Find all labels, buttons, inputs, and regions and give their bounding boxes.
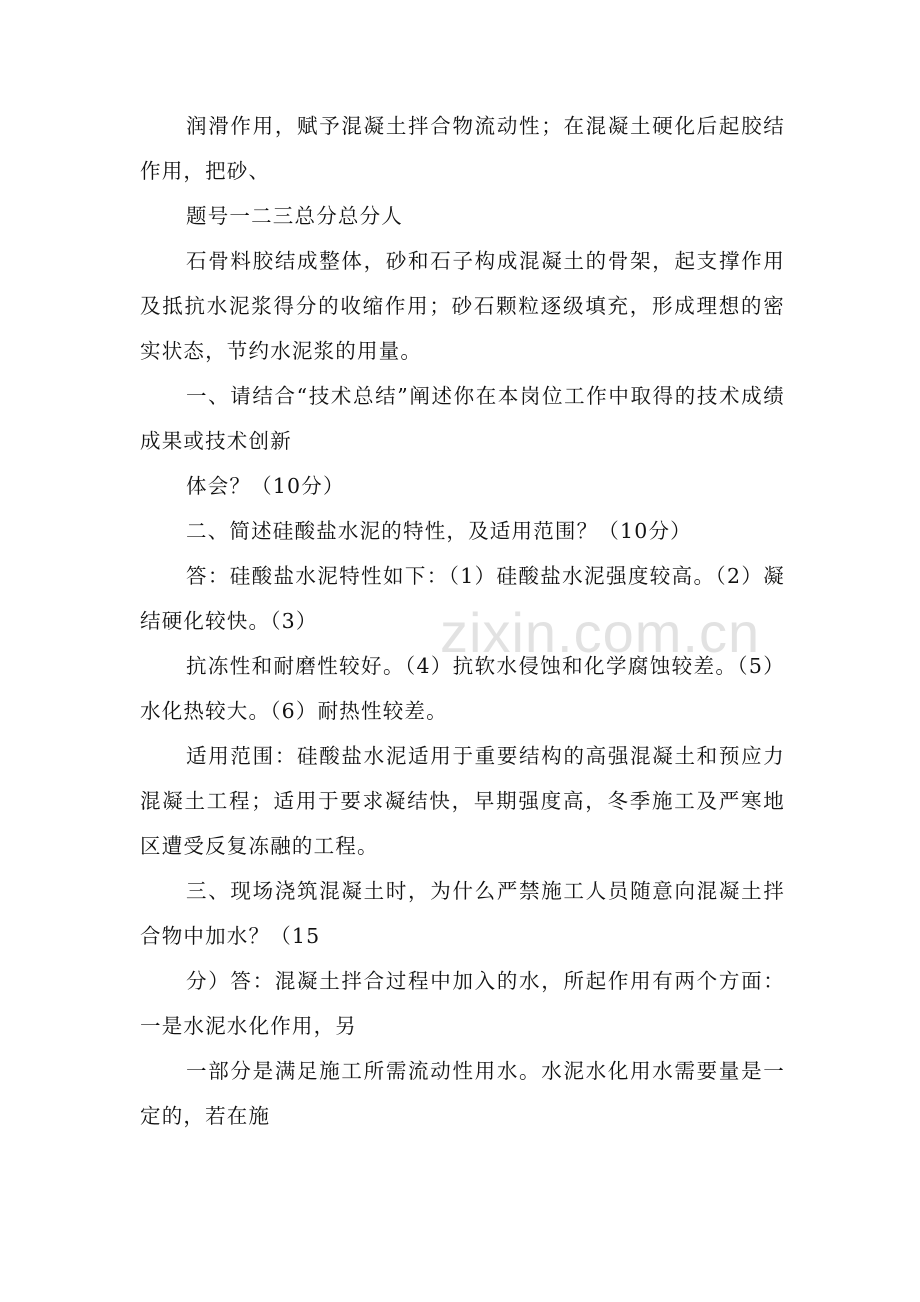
answer-2-part-1: 答：硅酸盐水泥特性如下：（1）硅酸盐水泥强度较高。（2）凝结硬化较快。（3） <box>140 564 785 633</box>
watermark: zixin.com.cn <box>440 601 761 664</box>
answer-3-part-1: 分）答：混凝土拌合过程中加入的水，所起作用有两个方面：一是水泥水化作用，另 <box>140 969 785 1038</box>
question-3: 三、现场浇筑混凝土时，为什么严禁施工人员随意向混凝土拌合物中加水？（15 <box>140 879 785 948</box>
paragraph-intro: 润滑作用，赋予混凝土拌合物流动性；在混凝土硬化后起胶结作用，把砂、 <box>140 114 785 183</box>
answer-3-part-2: 一部分是满足施工所需流动性用水。水泥水化用水需要量是一定的，若在施 <box>140 1059 785 1128</box>
question-1: 一、请结合“技术总结”阐述你在本岗位工作中取得的技术成绩成果或技术创新 <box>140 384 785 453</box>
answer-2-scope: 适用范围：硅酸盐水泥适用于重要结构的高强混凝土和预应力混凝土工程；适用于要求凝结快，早期强度高，冬季施工及严寒地区遭受反复冻融的工程。 <box>140 744 785 858</box>
question-1-continued: 体会？（10分） <box>186 474 345 498</box>
paragraph-aggregate: 石骨料胶结成整体，砂和石子构成混凝土的骨架，起支撑作用及抵抗水泥浆得分的收缩作用；砂石颗粒逐级填充，形成理想的密实状态，节约水泥浆的用量。 <box>140 249 785 363</box>
paragraph-score-header: 题号一二三总分总分人 <box>186 204 403 228</box>
question-2: 二、简述硅酸盐水泥的特性，及适用范围？（10分） <box>186 519 692 543</box>
answer-2-part-2: 抗冻性和耐磨性较好。（4）抗软水侵蚀和化学腐蚀较差。（5）水化热较大。（6）耐热性较差。 <box>140 654 785 723</box>
